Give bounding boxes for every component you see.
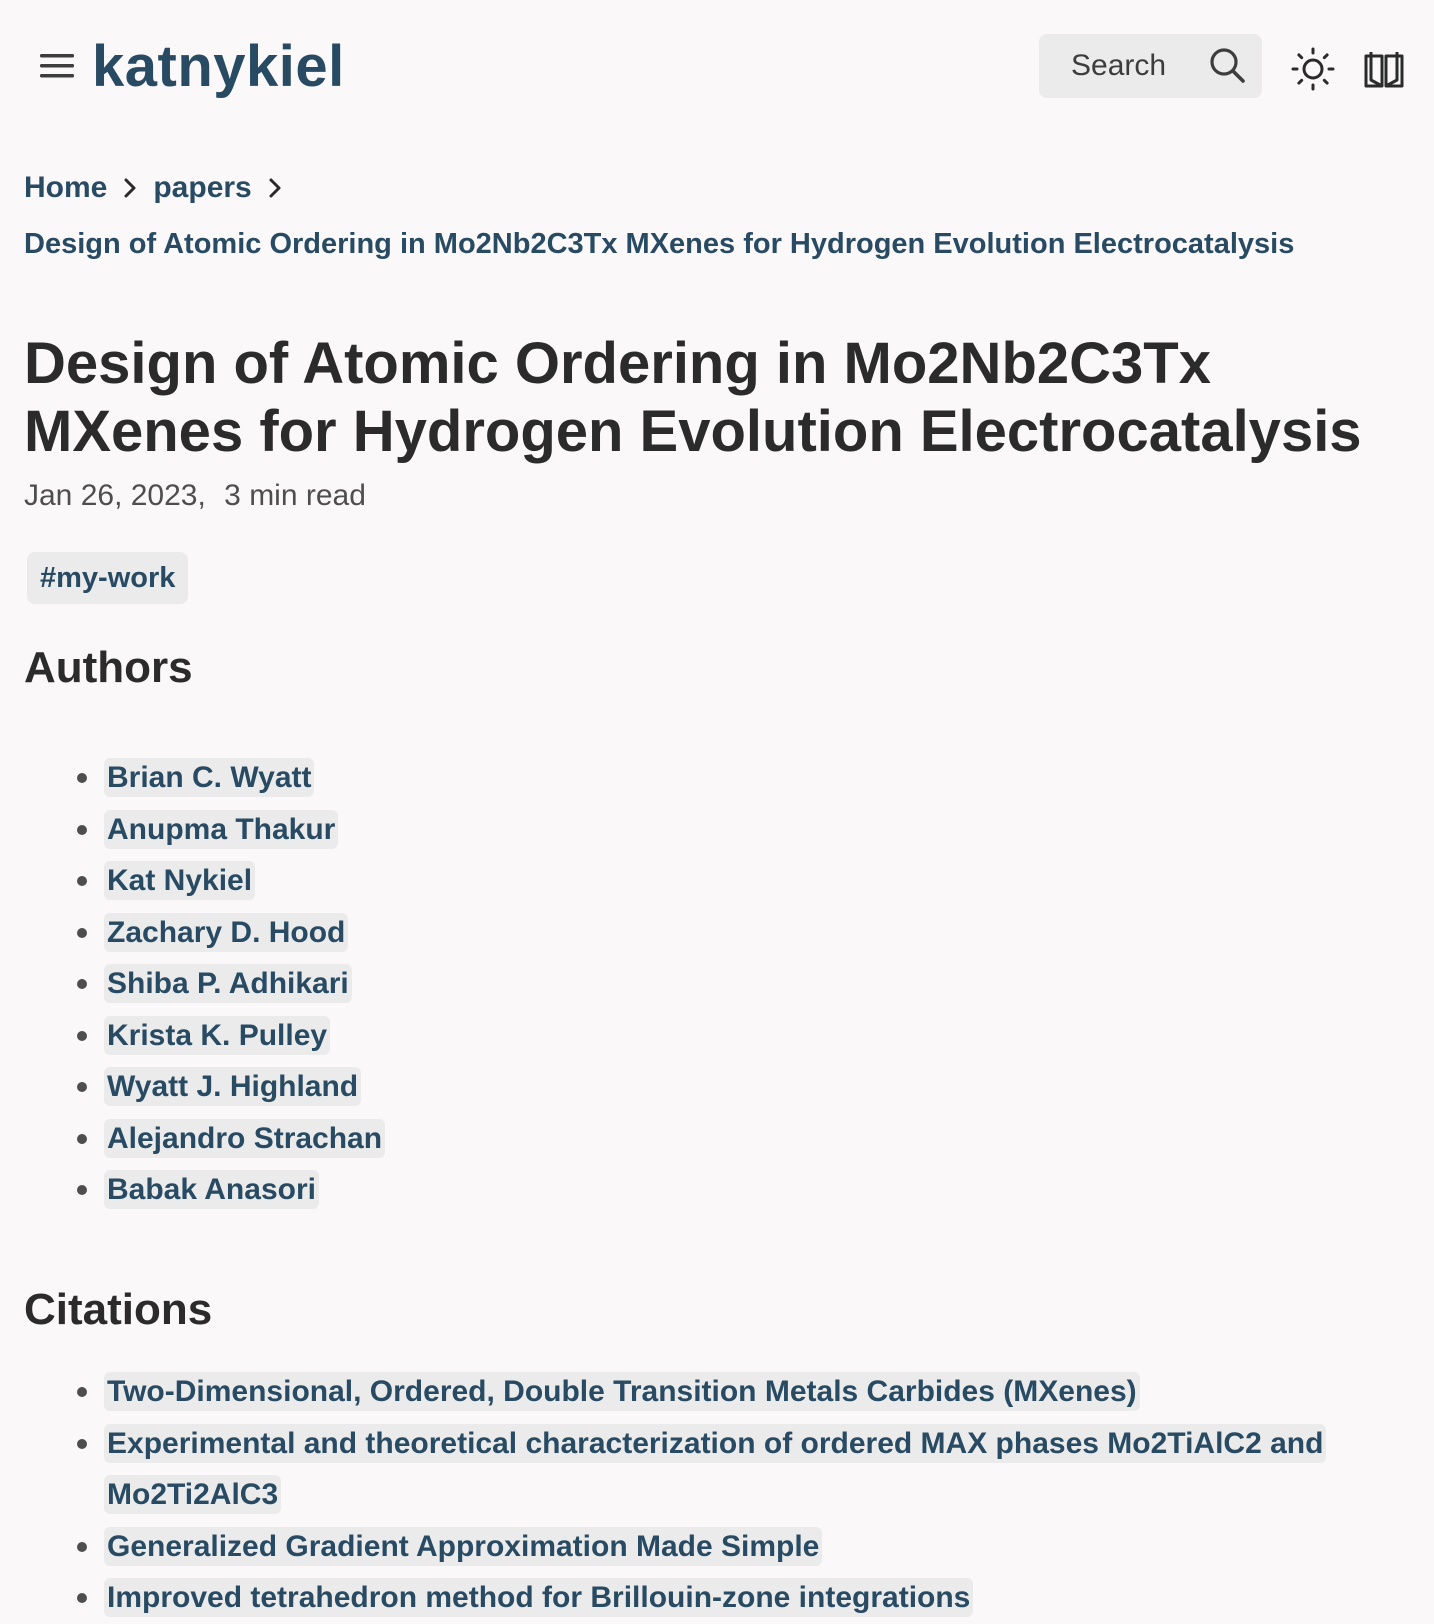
author-link[interactable]: Brian C. Wyatt [104, 758, 314, 797]
authors-heading: Authors [24, 643, 193, 692]
author-link[interactable]: Anupma Thakur [104, 810, 338, 849]
citation-link[interactable]: Experimental and theoretical characterization of ordered MAX phases Mo2TiAlC2 and Mo2Ti2AlC3 [104, 1424, 1326, 1515]
citation-link[interactable]: Generalized Gradient Approximation Made Simple [104, 1527, 822, 1566]
list-item [104, 1113, 1354, 1165]
citation-link[interactable]: Two-Dimensional, Ordered, Double Transition Metals Carbides (MXenes) [104, 1372, 1140, 1411]
list-item [104, 958, 1354, 1010]
breadcrumb-home[interactable]: Home [24, 171, 108, 204]
list-item [104, 1010, 1354, 1062]
list-item [104, 1164, 1354, 1216]
author-link[interactable]: Wyatt J. Highland [104, 1067, 361, 1106]
breadcrumb [24, 166, 1404, 266]
site-title[interactable]: katnykiel [92, 34, 345, 99]
search-icon [1207, 46, 1247, 86]
search-button[interactable] [1039, 34, 1262, 98]
list-item [104, 804, 1354, 856]
sun-icon[interactable] [1289, 45, 1337, 93]
book-icon[interactable] [1362, 48, 1406, 92]
list-item [104, 1418, 1354, 1521]
publish-date: Jan 26, 2023, [24, 479, 206, 512]
header [0, 0, 1434, 130]
author-link[interactable]: Babak Anasori [104, 1170, 319, 1209]
list-item [104, 1521, 1354, 1573]
author-link[interactable]: Zachary D. Hood [104, 913, 348, 952]
search-label: Search [1071, 49, 1167, 82]
list-item [104, 1572, 1354, 1624]
author-link[interactable]: Alejandro Strachan [104, 1119, 385, 1158]
breadcrumb-current[interactable]: Design of Atomic Ordering in Mo2Nb2C3Tx MXenes for Hydrogen Evolution Electrocatalysis [24, 228, 1295, 260]
citations-heading: Citations [24, 1285, 213, 1334]
list-item [104, 907, 1354, 959]
chevron-right-icon [268, 177, 282, 199]
read-time: 3 min read [224, 479, 366, 512]
tag-my-work[interactable]: #my-work [27, 552, 188, 604]
citations-list [0, 1366, 1354, 1624]
author-link[interactable]: Krista K. Pulley [104, 1016, 330, 1055]
citation-link[interactable]: Improved tetrahedron method for Brillouin-zone integrations [104, 1578, 973, 1617]
author-link[interactable]: Kat Nykiel [104, 861, 255, 900]
author-link[interactable]: Shiba P. Adhikari [104, 964, 352, 1003]
article-meta [24, 476, 366, 516]
authors-list [0, 752, 1354, 1216]
chevron-right-icon [123, 177, 137, 199]
list-item [104, 752, 1354, 804]
list-item [104, 1366, 1354, 1418]
breadcrumb-papers[interactable]: papers [153, 171, 252, 204]
page-title: Design of Atomic Ordering in Mo2Nb2C3Tx MXenes for Hydrogen Evolution Electrocatalysis [24, 331, 1362, 464]
list-item [104, 1061, 1354, 1113]
list-item [104, 855, 1354, 907]
menu-icon[interactable] [38, 48, 78, 84]
